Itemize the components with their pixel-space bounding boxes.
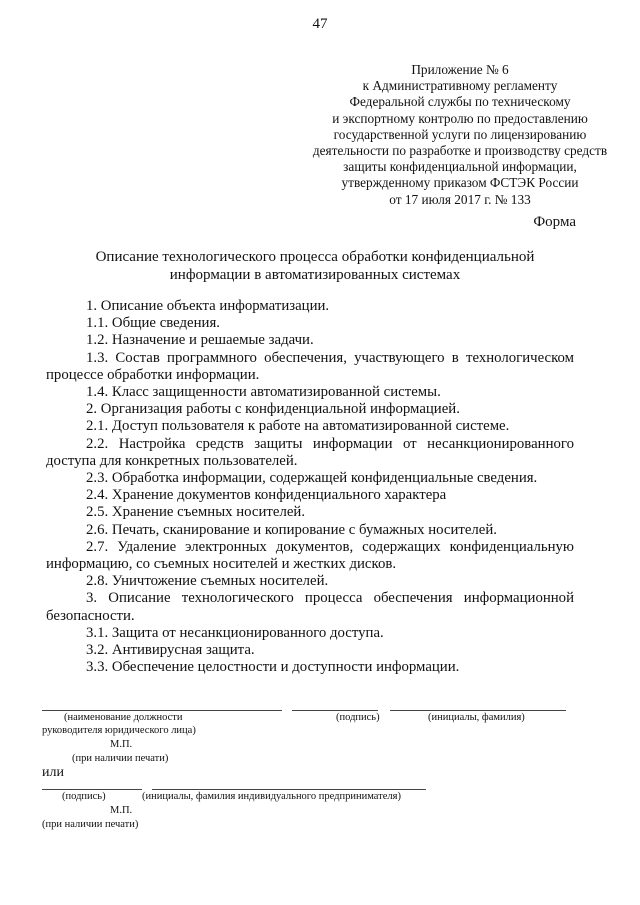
approval-line: от 17 июля 2017 г. № 133 (389, 191, 531, 207)
list-item: 2.5. Хранение съемных носителей. (86, 504, 306, 521)
approval-line: деятельности по разработке и производству средств (312, 143, 608, 159)
form-label: Форма (533, 214, 576, 230)
list-item: 2.4. Хранение документов конфиденциального характера (86, 487, 447, 504)
name-line (390, 710, 566, 711)
approval-line: государственной услуги по лицензированию (333, 126, 587, 142)
list-item: 3. Описание технологического процесса обеспечения информационной безопасности. (46, 590, 574, 624)
stamp-label: М.П. (110, 805, 133, 816)
signature-caption: (подпись) (62, 791, 106, 802)
position-caption: (наименование должности (64, 712, 183, 723)
approval-block (300, 62, 620, 208)
list-item: 3.1. Защита от несанкционированного доступа. (86, 624, 384, 641)
list-item: 1.1. Общие сведения. (86, 315, 220, 332)
list-item: 2.6. Печать, сканирование и копирование с бумажных носителей. (86, 521, 497, 538)
stamp-note: (при наличии печати) (72, 753, 169, 764)
list-item: 1. Описание объекта информатизации. (86, 298, 330, 314)
signature-line (42, 789, 142, 790)
name-caption: (инициалы, фамилия индивидуального предпринимателя) (142, 791, 401, 802)
or-label: или (42, 765, 64, 780)
position-caption-cont: руководителя юридического лица) (42, 725, 196, 736)
signature-caption: (подпись) (336, 712, 380, 723)
approval-line: к Административному регламенту (362, 78, 558, 94)
list-item: 3.2. Антивирусная защита. (86, 642, 255, 659)
signature-line (292, 710, 378, 711)
position-line (42, 710, 282, 711)
list-item: 2.2. Настройка средств защиты информации от несанкционированного доступа для конкретных пользователей. (46, 435, 574, 469)
approval-line: Приложение № 6 (411, 62, 509, 77)
approval-line: и экспортному контролю по предоставлению (332, 110, 588, 126)
list-item: 2.7. Удаление электронных документов, содержащих конфиденциальную информацию, со съемных носителей и жестких дисков. (46, 538, 574, 573)
document-title (60, 248, 570, 284)
approval-line: Федеральной службы по техническому (349, 94, 571, 110)
approval-line: защиты конфиденциальной информации, (343, 159, 577, 175)
list-item: 2. Организация работы с конфиденциальной информацией. (86, 401, 460, 418)
title-line: Описание технологического процесса обработки конфиденциальной (95, 249, 535, 265)
stamp-label: М.П. (110, 739, 133, 750)
list-item: 3.3. Обеспечение целостности и доступности информации. (86, 659, 460, 676)
list-item: 2.3. Обработка информации, содержащей конфиденциальные сведения. (86, 470, 538, 487)
item-list (46, 298, 574, 676)
page-number: 47 (312, 16, 328, 32)
list-item: 1.3. Состав программного обеспечения, участвующего в технологическом процессе обработки информации. (46, 349, 574, 383)
list-item: 1.2. Назначение и решаемые задачи. (86, 332, 314, 349)
title-line: информации в автоматизированных системах (169, 267, 461, 283)
list-item: 1.4. Класс защищенности автоматизированной системы. (86, 384, 441, 401)
list-item: 2.1. Доступ пользователя к работе на автоматизированной системе. (86, 418, 510, 435)
list-item: 2.8. Уничтожение съемных носителей. (86, 573, 329, 590)
approval-line: утвержденному приказом ФСТЭК России (341, 175, 579, 191)
name-caption: (инициалы, фамилия) (428, 712, 525, 723)
name-line (152, 789, 426, 790)
stamp-note: (при наличии печати) (42, 819, 139, 830)
